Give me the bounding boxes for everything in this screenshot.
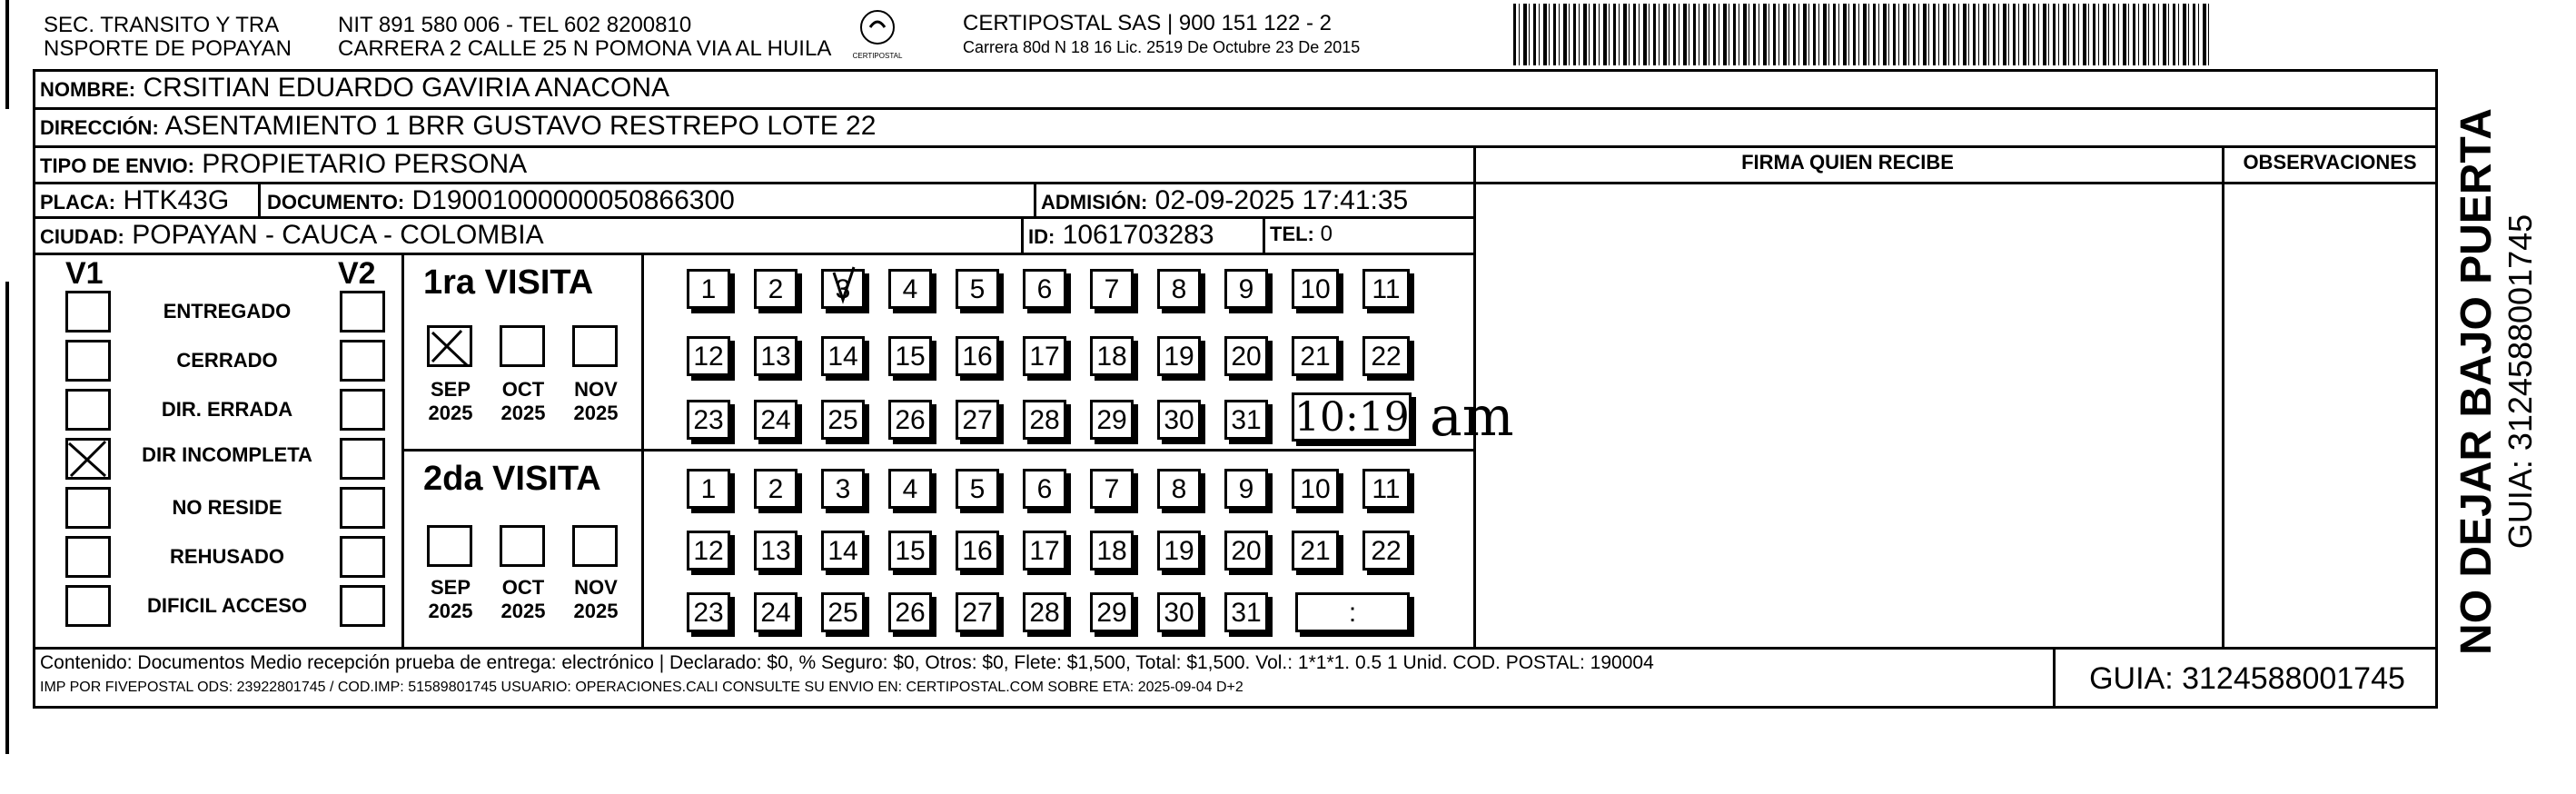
day-box[interactable]: 3 <box>821 269 865 309</box>
day-box[interactable]: 18 <box>1090 531 1134 571</box>
month-label: NOV <box>574 576 618 599</box>
day-box[interactable]: 20 <box>1224 336 1268 376</box>
v2-checkbox-no-reside[interactable] <box>340 487 385 529</box>
day-box[interactable]: 3 <box>821 469 865 509</box>
v2-checkbox-cerrado[interactable] <box>340 340 385 382</box>
first-visit-sep-checkbox[interactable] <box>427 325 472 367</box>
second-visit-nov-checkbox[interactable] <box>572 525 618 567</box>
placa-value: HTK43G <box>123 185 230 215</box>
day-box[interactable]: 17 <box>1023 336 1066 376</box>
first-visit-time-suffix: am <box>1430 385 1514 449</box>
ciudad-value: POPAYAN - CAUCA - COLOMBIA <box>132 220 544 250</box>
tel-label: TEL: <box>1270 223 1314 245</box>
v2-checkbox-rehusado[interactable] <box>340 536 385 578</box>
barcode <box>1513 4 2213 65</box>
day-box[interactable]: 5 <box>956 269 999 309</box>
day-box[interactable]: 31 <box>1224 400 1268 440</box>
day-box[interactable]: 7 <box>1090 269 1134 309</box>
first-visit-title: 1ra VISITA <box>423 263 594 302</box>
direccion-row <box>40 111 876 142</box>
nombre-row <box>40 73 669 104</box>
margin-mark <box>5 0 9 109</box>
documento-value: D19001000000050866300 <box>411 185 735 215</box>
day-box[interactable]: 17 <box>1023 531 1066 571</box>
year-label: 2025 <box>573 402 619 424</box>
month-label: SEP <box>430 576 471 599</box>
second-visit-month-nov <box>561 576 630 623</box>
status-dir-incompleta: DIR INCOMPLETA <box>142 443 312 466</box>
tel-row <box>1270 222 1333 247</box>
margin-mark <box>5 282 9 754</box>
side-text <box>2452 82 2561 681</box>
day-box[interactable]: 25 <box>821 592 865 632</box>
footer-line2: IMP POR FIVEPOSTAL ODS: 23922801745 / COD.IMP: 51589801745 USUARIO: OPERACIONES.CALI CONSULTE SU ENVIO EN: CERTIPOSTAL.COM SOBRE ETA: 2025-09-04 D+2 <box>40 680 1243 695</box>
v1-checkbox-no-reside[interactable] <box>65 487 111 529</box>
col-divider <box>1021 216 1024 253</box>
tipo-label: TIPO DE ENVIO: <box>40 154 194 177</box>
day-box[interactable]: 29 <box>1090 592 1134 632</box>
ciudad-row <box>40 220 544 251</box>
check-mark-icon <box>65 438 111 480</box>
side-warning: NO DEJAR BAJO PUERTA <box>2452 108 2501 655</box>
day-box[interactable]: 1 <box>687 469 730 509</box>
day-box[interactable]: 28 <box>1023 400 1066 440</box>
documento-label: DOCUMENTO: <box>267 191 405 213</box>
day-box[interactable]: 13 <box>754 336 798 376</box>
day-box[interactable]: 27 <box>956 400 999 440</box>
day-box[interactable]: 21 <box>1292 336 1339 376</box>
year-label: 2025 <box>428 402 473 424</box>
first-visit-month-sep <box>416 378 485 425</box>
first-visit-oct-checkbox[interactable] <box>500 325 545 367</box>
placa-row <box>40 185 229 216</box>
month-label: NOV <box>574 378 618 401</box>
day-box[interactable]: 4 <box>888 269 932 309</box>
row-divider <box>33 253 1473 255</box>
day-box[interactable]: 21 <box>1292 531 1339 571</box>
day-box[interactable]: 25 <box>821 400 865 440</box>
tipo-value: PROPIETARIO PERSONA <box>202 149 528 179</box>
documento-row <box>267 185 735 216</box>
row-divider <box>33 216 1473 219</box>
first-visit-nov-checkbox[interactable] <box>572 325 618 367</box>
day-box[interactable]: 14 <box>821 531 865 571</box>
col-divider <box>1263 216 1265 253</box>
v2-label: V2 <box>338 256 376 291</box>
footer-line1: Contenido: Documentos Medio recepción prueba de entrega: electrónico | Declarado: $0, % Seguro: $0, Otros: $0, Flete: $1,500, Total: $1,500. Vol.: 1*1*1. 0.5 1 Unid. COD. POSTAL: 190004 <box>40 652 1654 673</box>
v2-checkbox-entregado[interactable] <box>340 291 385 332</box>
second-visit-title: 2da VISITA <box>423 460 601 498</box>
footer-guia: GUIA: 3124588001745 <box>2089 661 2405 696</box>
col-divider <box>1034 182 1036 216</box>
nit-line: NIT 891 580 006 - TEL 602 8200810 <box>338 13 692 37</box>
placa-label: PLACA: <box>40 191 116 213</box>
second-visit-time-box[interactable]: : <box>1295 592 1410 632</box>
address-line: CARRERA 2 CALLE 25 N POMONA VIA AL HUILA <box>338 36 832 61</box>
visit-divider <box>401 449 1473 452</box>
id-row <box>1028 220 1214 251</box>
day-box[interactable]: 10 <box>1292 469 1339 509</box>
day-box[interactable]: 15 <box>888 336 932 376</box>
row-divider <box>33 145 2438 148</box>
col-divider <box>258 182 261 216</box>
ciudad-label: CIUDAD: <box>40 225 124 248</box>
day-box[interactable]: 20 <box>1224 531 1268 571</box>
nombre-value: CRSITIAN EDUARDO GAVIRIA ANACONA <box>143 73 670 103</box>
entity-line1: SEC. TRANSITO Y TRA <box>44 13 280 37</box>
second-visit-month-sep <box>416 576 485 623</box>
day-box[interactable]: 19 <box>1157 336 1201 376</box>
day-box[interactable]: 26 <box>888 400 932 440</box>
day-box[interactable]: 22 <box>1362 336 1410 376</box>
status-no-reside: NO RESIDE <box>172 496 282 519</box>
day-box[interactable]: 9 <box>1224 269 1268 309</box>
admision-value: 02-09-2025 17:41:35 <box>1154 185 1409 215</box>
side-guia: GUIA: 3124588001745 <box>2502 213 2539 550</box>
day-box[interactable]: 12 <box>687 531 730 571</box>
day-box[interactable]: 2 <box>754 469 798 509</box>
day-box[interactable]: 23 <box>687 400 730 440</box>
month-label: SEP <box>430 378 471 401</box>
tel-value: 0 <box>1320 222 1333 246</box>
logo-text: CERTIPOSTAL <box>852 52 903 60</box>
second-visit-oct-checkbox[interactable] <box>500 525 545 567</box>
day-box[interactable]: 27 <box>956 592 999 632</box>
second-visit-month-oct <box>489 576 558 623</box>
day-box[interactable]: 13 <box>754 531 798 571</box>
second-visit-sep-checkbox[interactable] <box>427 525 472 567</box>
row-divider <box>1473 182 2438 184</box>
first-visit-month-oct <box>489 378 558 425</box>
day-box[interactable]: 31 <box>1224 592 1268 632</box>
day-box[interactable]: 19 <box>1157 531 1201 571</box>
day-box[interactable]: 8 <box>1157 469 1201 509</box>
day-box[interactable]: 16 <box>956 531 999 571</box>
v1-checkbox-dir-incompleta[interactable] <box>65 438 111 480</box>
certipostal-logo <box>845 7 910 62</box>
col-divider <box>2053 647 2056 709</box>
nombre-label: NOMBRE: <box>40 78 136 101</box>
day-box[interactable]: 30 <box>1157 592 1201 632</box>
year-label: 2025 <box>500 600 546 622</box>
day-box[interactable]: 5 <box>956 469 999 509</box>
year-label: 2025 <box>500 402 546 424</box>
status-cerrado: CERRADO <box>176 349 278 372</box>
direccion-value: ASENTAMIENTO 1 BRR GUSTAVO RESTREPO LOTE 22 <box>164 111 877 141</box>
year-label: 2025 <box>428 600 473 622</box>
day-box[interactable]: 10 <box>1292 269 1339 309</box>
v1-checkbox-dificil-acceso[interactable] <box>65 585 111 627</box>
day-box[interactable]: 1 <box>687 269 730 309</box>
day-box[interactable]: 23 <box>687 592 730 632</box>
day-box[interactable]: 6 <box>1023 269 1066 309</box>
courier-line2: Carrera 80d N 18 16 Lic. 2519 De Octubre 23 De 2015 <box>963 38 1361 56</box>
courier-line1: CERTIPOSTAL SAS | 900 151 122 - 2 <box>963 11 1332 35</box>
row-divider <box>33 182 1473 184</box>
day-box[interactable]: 9 <box>1224 469 1268 509</box>
day-box[interactable]: 8 <box>1157 269 1201 309</box>
month-label: OCT <box>501 576 545 599</box>
day-box[interactable]: 22 <box>1362 531 1410 571</box>
day-box[interactable]: 29 <box>1090 400 1134 440</box>
first-visit-time-box[interactable]: 10:19 <box>1292 392 1412 442</box>
status-dir-errada: DIR. ERRADA <box>161 398 293 421</box>
day-box[interactable]: 14 <box>821 336 865 376</box>
v1-checkbox-dir-errada[interactable] <box>65 389 111 431</box>
v1-checkbox-rehusado[interactable] <box>65 536 111 578</box>
day-box[interactable]: 26 <box>888 592 932 632</box>
day-box[interactable]: 28 <box>1023 592 1066 632</box>
day-box[interactable]: 6 <box>1023 469 1066 509</box>
tipo-row <box>40 149 527 180</box>
year-label: 2025 <box>573 600 619 622</box>
day-box[interactable]: 11 <box>1362 469 1410 509</box>
entity-line2: NSPORTE DE POPAYAN <box>44 36 292 61</box>
observaciones-header: OBSERVACIONES <box>2243 151 2417 174</box>
day-box[interactable]: 7 <box>1090 469 1134 509</box>
status-rehusado: REHUSADO <box>170 545 284 568</box>
v2-checkbox-dir-errada[interactable] <box>340 389 385 431</box>
day-box[interactable]: 12 <box>687 336 730 376</box>
day-box[interactable]: 2 <box>754 269 798 309</box>
day-box[interactable]: 24 <box>754 400 798 440</box>
row-divider <box>33 647 2438 650</box>
id-label: ID: <box>1028 225 1055 248</box>
day-3-mark-icon <box>827 263 863 309</box>
v1-label: V1 <box>65 256 104 291</box>
check-mark-icon <box>427 325 472 367</box>
status-dificil-acceso: DIFICIL ACCESO <box>146 594 307 617</box>
id-value: 1061703283 <box>1062 220 1214 250</box>
v1-checkbox-cerrado[interactable] <box>65 340 111 382</box>
v2-checkbox-dificil-acceso[interactable] <box>340 585 385 627</box>
day-box[interactable]: 4 <box>888 469 932 509</box>
day-box[interactable]: 18 <box>1090 336 1134 376</box>
admision-label: ADMISIÓN: <box>1041 191 1148 213</box>
day-box[interactable]: 30 <box>1157 400 1201 440</box>
v1-checkbox-entregado[interactable] <box>65 291 111 332</box>
direccion-label: DIRECCIÓN: <box>40 116 159 139</box>
firma-header: FIRMA QUIEN RECIBE <box>1741 151 1954 174</box>
row-divider <box>33 107 2438 110</box>
month-label: OCT <box>501 378 545 401</box>
day-box[interactable]: 11 <box>1362 269 1410 309</box>
status-entregado: ENTREGADO <box>163 300 292 323</box>
v2-checkbox-dir-incompleta[interactable] <box>340 438 385 480</box>
col-divider <box>2222 145 2224 647</box>
first-visit-month-nov <box>561 378 630 425</box>
admision-row <box>1041 185 1408 216</box>
day-box[interactable]: 15 <box>888 531 932 571</box>
day-box[interactable]: 24 <box>754 592 798 632</box>
day-box[interactable]: 16 <box>956 336 999 376</box>
